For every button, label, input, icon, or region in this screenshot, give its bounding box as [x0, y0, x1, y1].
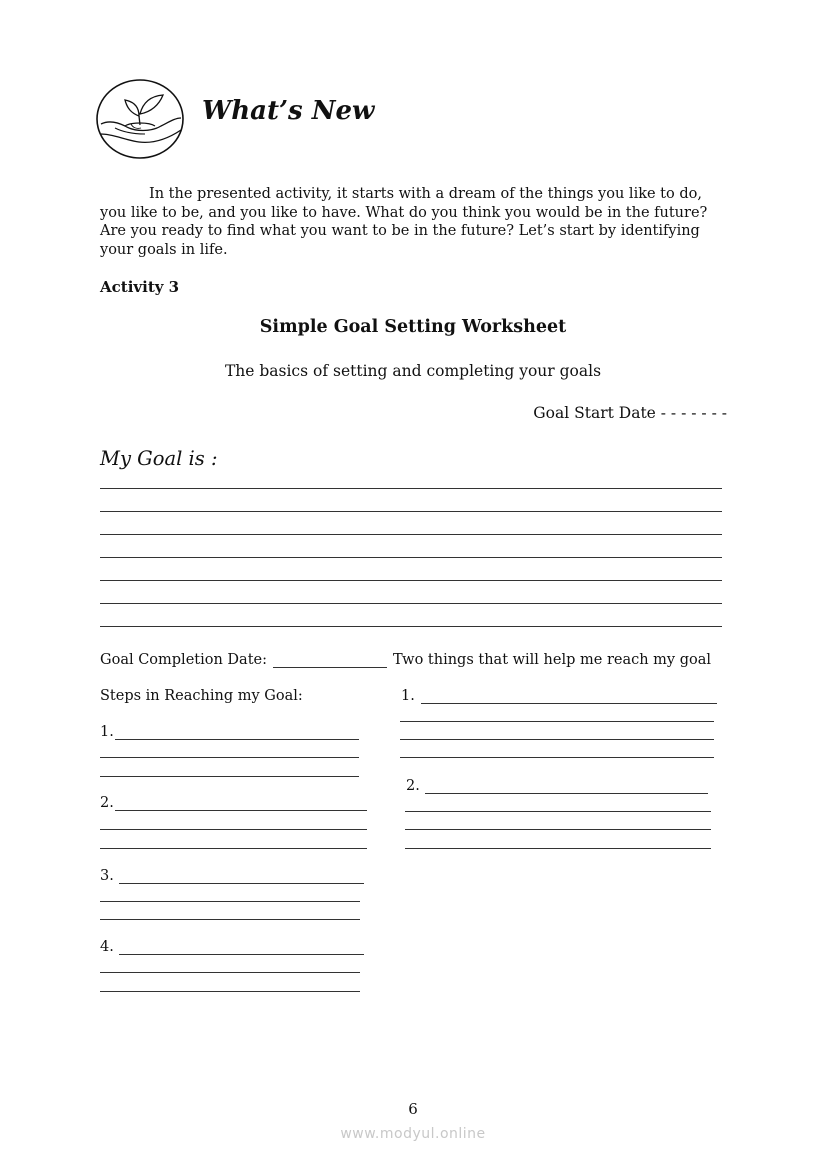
activity-label: Activity 3	[100, 278, 180, 296]
helper-line[interactable]	[421, 703, 717, 704]
steps-label: Steps in Reaching my Goal:	[100, 688, 303, 704]
page-number: 6	[408, 1100, 418, 1118]
step-line[interactable]	[100, 919, 360, 920]
worksheet-title: Simple Goal Setting Worksheet	[259, 317, 567, 337]
step-number: 4.	[100, 939, 114, 955]
helper-line[interactable]	[400, 757, 714, 758]
helper-line[interactable]	[400, 721, 714, 722]
goal-line[interactable]	[100, 626, 722, 627]
step-line[interactable]	[100, 848, 367, 849]
helper-line[interactable]	[405, 811, 711, 812]
goal-line[interactable]	[100, 557, 722, 558]
helper-number: 1.	[401, 688, 415, 704]
intro-paragraph	[100, 185, 730, 259]
step-line[interactable]	[115, 739, 359, 740]
goal-completion-date-label: Goal Completion Date:	[100, 652, 267, 668]
worksheet-subtitle: The basics of setting and completing your goals	[224, 362, 602, 380]
helper-line[interactable]	[425, 793, 708, 794]
step-number: 2.	[100, 795, 114, 811]
step-line[interactable]	[115, 810, 367, 811]
helper-line[interactable]	[400, 739, 714, 740]
step-line[interactable]	[119, 954, 364, 955]
step-line[interactable]	[100, 972, 360, 973]
goal-line[interactable]	[100, 580, 722, 581]
step-number: 3.	[100, 868, 114, 884]
hand-with-seedling-icon	[95, 78, 185, 160]
goal-line[interactable]	[100, 534, 722, 535]
step-line[interactable]	[119, 883, 364, 884]
step-line[interactable]	[100, 901, 360, 902]
goal-start-date-field[interactable]: Goal Start Date - - - - - - -	[533, 404, 727, 422]
helper-line[interactable]	[405, 848, 711, 849]
helper-line[interactable]	[405, 829, 711, 830]
step-line[interactable]	[100, 776, 359, 777]
goal-line[interactable]	[100, 603, 722, 604]
helper-number: 2.	[406, 778, 420, 794]
goal-line[interactable]	[100, 511, 722, 512]
step-number: 1.	[100, 724, 114, 740]
step-line[interactable]	[100, 991, 360, 992]
section-title: What’s New	[202, 96, 375, 126]
step-line[interactable]	[100, 757, 359, 758]
two-things-label: Two things that will help me reach my goal	[393, 652, 712, 668]
goal-completion-date-line[interactable]	[273, 667, 387, 668]
goal-line[interactable]	[100, 488, 722, 489]
step-line[interactable]	[100, 829, 367, 830]
intro-text: In the presented activity, it starts with a dream of the things you like to do, you like to be, and you like to have. What do you think you would be in the future? Are you ready to find what you want to be in the future? Let’s start by identifying your goals in life.	[100, 186, 708, 258]
watermark: www.modyul.online	[340, 1126, 486, 1142]
my-goal-label: My Goal is :	[100, 447, 218, 470]
